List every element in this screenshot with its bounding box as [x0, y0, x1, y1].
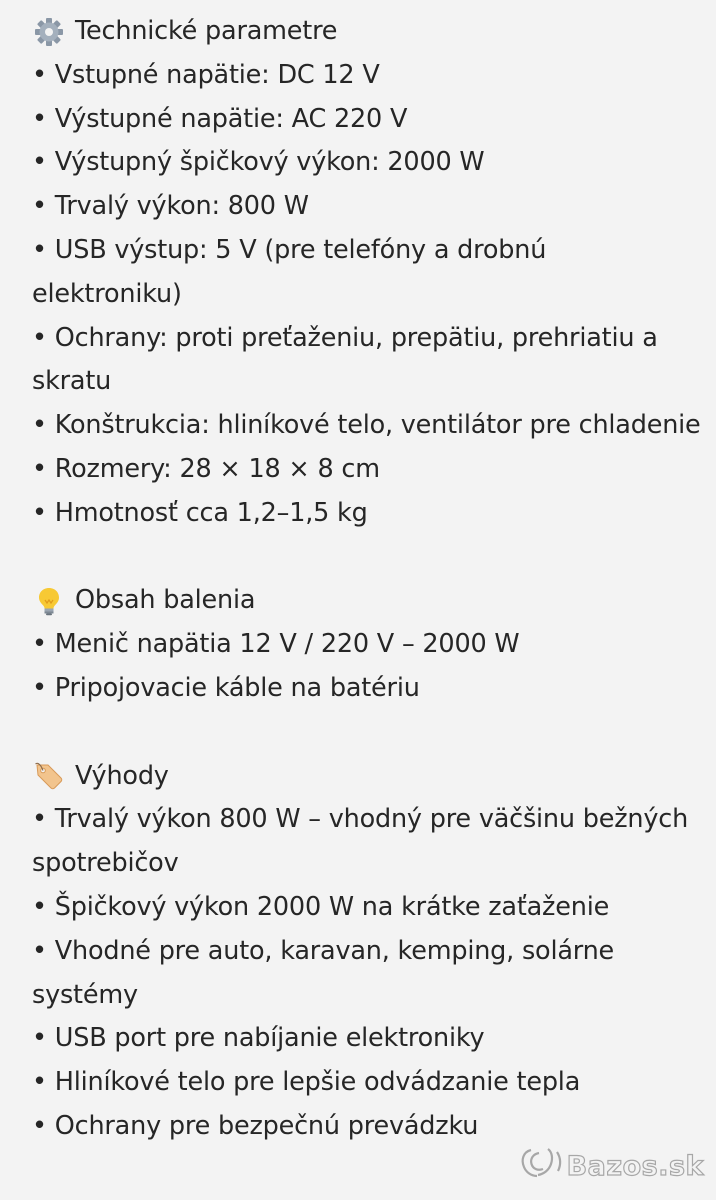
listing-description — [32, 10, 702, 1149]
list-item: • Trvalý výkon 800 W – vhodný pre väčšinu bežných spotrebičov — [32, 804, 689, 879]
list-item: • Vstupné napätie: DC 12 V — [32, 59, 380, 90]
list-item: • Konštrukcia: hliníkové telo, ventilátor pre chladenie — [32, 410, 701, 441]
list-item: • Hliníkové telo pre lepšie odvádzanie tepla — [32, 1067, 581, 1098]
list-item: • USB výstup: 5 V (pre telefóny a drobnú elektroniku) — [32, 234, 547, 309]
section-heading — [32, 755, 702, 799]
section-title: Technické parametre — [75, 16, 338, 46]
section-heading — [32, 579, 702, 623]
list-item: • Špičkový výkon 2000 W na krátke zaťaženie — [32, 891, 610, 922]
list-item: • Menič napätia 12 V / 220 V – 2000 W — [32, 629, 520, 660]
watermark-logo-icon — [517, 1144, 567, 1188]
list-item: • Trvalý výkon: 800 W — [32, 191, 309, 222]
section-title: Výhody — [75, 760, 169, 791]
list-item: • Ochrany: proti preťaženiu, prepätiu, prehriatiu a skratu — [32, 322, 658, 397]
list-item: • Vhodné pre auto, karavan, kemping, solárne systémy — [32, 935, 615, 1010]
section-heading — [32, 10, 702, 54]
section-title: Obsah balenia — [75, 585, 256, 616]
gear-icon — [32, 15, 66, 49]
section-technical-parameters — [32, 10, 702, 536]
list-item: • Ochrany pre bezpečnú prevádzku — [32, 1110, 479, 1141]
list-item: • Pripojovacie káble na batériu — [32, 672, 420, 703]
list-item: • Výstupné napätie: AC 220 V — [32, 103, 408, 134]
light-bulb-icon — [32, 584, 66, 618]
section-package-contents — [32, 579, 702, 710]
price-tag-icon — [32, 759, 66, 793]
list-item: • Rozmery: 28 × 18 × 8 cm — [32, 453, 380, 484]
list-item: • Výstupný špičkový výkon: 2000 W — [32, 147, 485, 178]
watermark-text: Bazos.sk — [566, 1150, 704, 1182]
bazos-watermark — [517, 1144, 704, 1188]
list-item: • Hmotnosť cca 1,2–1,5 kg — [32, 497, 368, 528]
section-advantages — [32, 755, 702, 1149]
list-item: • USB port pre nabíjanie elektroniky — [32, 1023, 485, 1054]
